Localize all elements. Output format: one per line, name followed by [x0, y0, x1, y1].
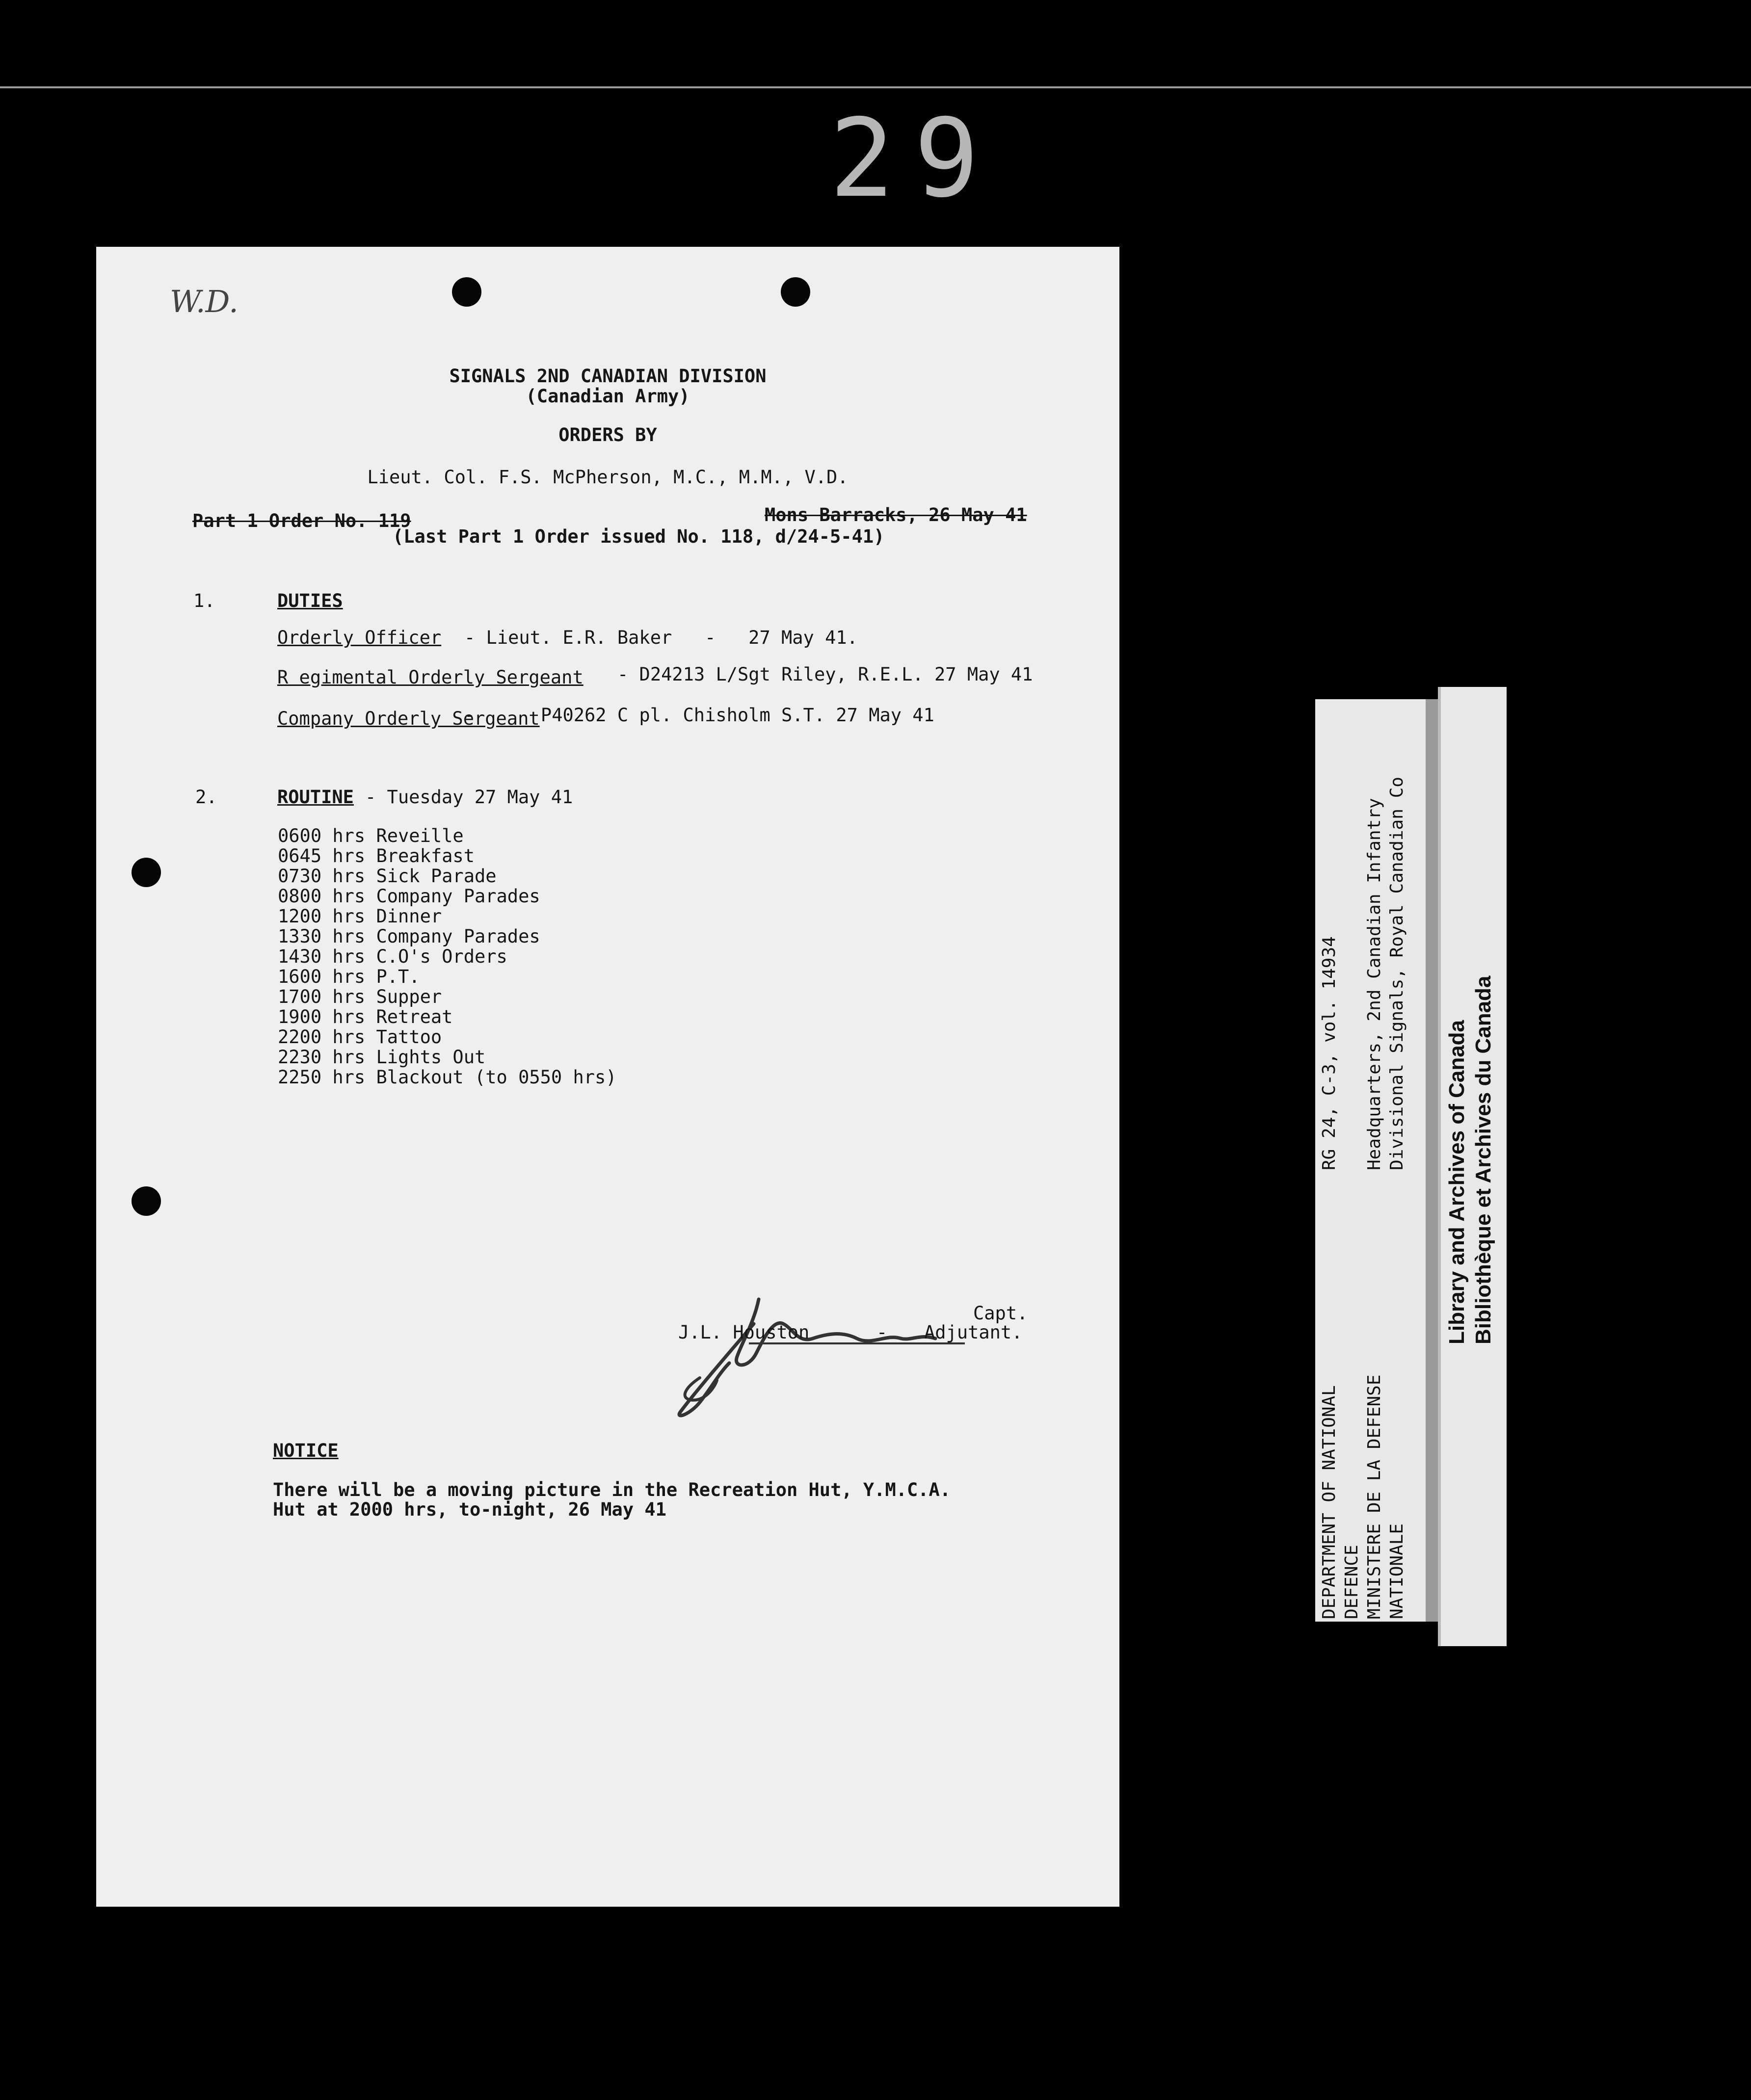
department-text — [1318, 1375, 1408, 1620]
routine-item: 1900 hrs Retreat — [278, 1006, 453, 1027]
handwritten-note: W.D. — [170, 284, 239, 319]
routine-item: 0730 hrs Sick Parade — [278, 866, 497, 887]
routine-item: 0600 hrs Reveille — [278, 825, 464, 846]
frame-number: 29 — [829, 96, 999, 221]
punch-hole-side-upper — [132, 858, 161, 887]
regimental-orderly-sergeant-label: R egimental Orderly Sergeant — [277, 667, 584, 688]
dept-line-3: MINISTERE DE LA DEFENSE — [1364, 1374, 1384, 1619]
ref-line-1: RG 24, C-3, vol. 14934 — [1319, 936, 1339, 1170]
unit-subtitle: (Canadian Army) — [526, 386, 690, 407]
commander-line: Lieut. Col. F.S. McPherson, M.C., M.M., V.D. — [367, 467, 849, 488]
signature-title: Adjutant. — [924, 1322, 1023, 1343]
location-date: Mons Barracks, 26 May 41 — [765, 504, 1027, 525]
orders-by-heading: ORDERS BY — [558, 424, 657, 446]
document-page — [96, 247, 1119, 1907]
signature-rank: Capt. — [973, 1303, 1028, 1324]
punch-hole-top-right — [781, 277, 810, 307]
unit-title: SIGNALS 2ND CANADIAN DIVISION — [449, 366, 767, 387]
notice-line-1: There will be a moving picture in the Recreation Hut, Y.M.C.A. — [273, 1479, 951, 1500]
routine-item: 0645 hrs Breakfast — [278, 845, 475, 866]
signature-name: J.L. Houston — [678, 1322, 810, 1343]
ref-line-3: Divisional Signals, Royal Canadian Co — [1387, 777, 1407, 1170]
lac-english: Library and Archives of Canada — [1445, 1020, 1469, 1344]
duties-heading: DUTIES — [277, 590, 343, 611]
routine-number: 2. — [195, 787, 217, 808]
company-orderly-sergeant-label: Company Orderly Sergeant — [277, 708, 540, 729]
handwritten-signature — [611, 1265, 1053, 1427]
last-order-line: (Last Part 1 Order issued No. 118, d/24-5-41) — [393, 526, 885, 547]
lac-text — [1444, 976, 1497, 1344]
regimental-orderly-sergeant-detail: - D24213 L/Sgt Riley, R.E.L. 27 May 41 — [617, 664, 1033, 685]
dept-line-4: NATIONALE — [1387, 1523, 1407, 1619]
routine-item: 1600 hrs P.T. — [278, 966, 420, 987]
notice-heading: NOTICE — [273, 1440, 339, 1461]
reference-text — [1318, 777, 1408, 1170]
orderly-officer-label: Orderly Officer — [277, 627, 442, 648]
order-number: Part 1 Order No. 119 — [192, 510, 411, 531]
notice-line-2: Hut at 2000 hrs, to-night, 26 May 41 — [273, 1499, 666, 1520]
orderly-officer-detail: - Lieut. E.R. Baker - 27 May 41. — [464, 627, 858, 648]
punch-hole-side-lower — [132, 1186, 161, 1216]
routine-schedule — [278, 826, 617, 1087]
archive-reference-label — [1315, 699, 1426, 1622]
routine-item: 0800 hrs Company Parades — [278, 886, 540, 907]
lac-french: Bibliothèque et Archives du Canada — [1471, 975, 1495, 1344]
routine-item: 1700 hrs Supper — [278, 986, 442, 1007]
routine-item: 2200 hrs Tattoo — [278, 1026, 442, 1048]
dept-line-2: DEFENCE — [1342, 1545, 1362, 1619]
lac-label — [1438, 687, 1507, 1646]
ref-line-2: Headquarters, 2nd Canadian Infantry — [1364, 798, 1384, 1170]
routine-item: 2250 hrs Blackout (to 0550 hrs) — [278, 1067, 617, 1088]
film-edge-line — [0, 86, 1751, 88]
duties-number: 1. — [193, 590, 215, 611]
punch-hole-top-left — [452, 277, 481, 307]
signature-dash: - — [876, 1322, 888, 1343]
routine-day: - Tuesday 27 May 41 — [365, 787, 573, 808]
routine-heading: ROUTINE — [277, 787, 354, 808]
routine-item: 1330 hrs Company Parades — [278, 926, 540, 947]
routine-item: 1200 hrs Dinner — [278, 906, 442, 927]
label-separator — [1426, 699, 1438, 1622]
dept-line-1: DEPARTMENT OF NATIONAL — [1319, 1385, 1339, 1619]
routine-item: 1430 hrs C.O's Orders — [278, 946, 507, 967]
company-orderly-sergeant-detail: - P40262 C pl. Chisholm S.T. 27 May 41 — [464, 705, 934, 726]
routine-item: 2230 hrs Lights Out — [278, 1047, 486, 1068]
